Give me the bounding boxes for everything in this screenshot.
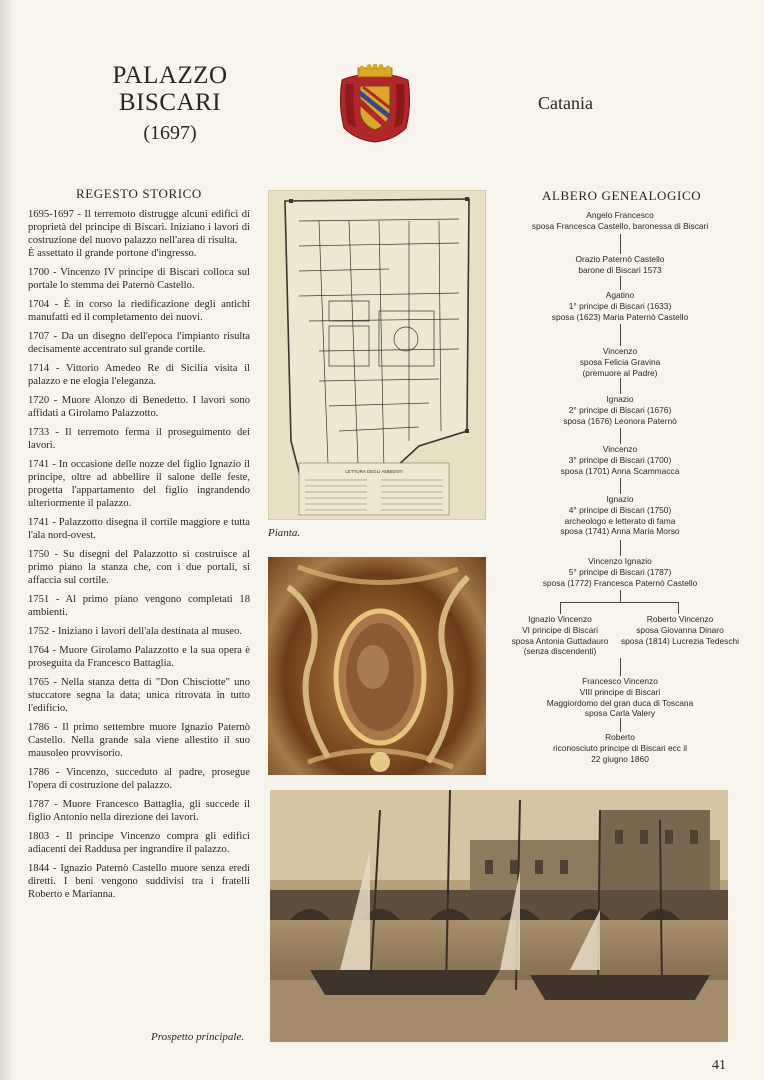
regesto-heading: REGESTO STORICO (76, 186, 202, 201)
genealogy-line: sposa Francesca Castello, baronessa di Biscari (531, 220, 709, 231)
regesto-entry (28, 426, 250, 452)
genealogy-line: 4° principe di Biscari (1750) (568, 504, 672, 515)
regesto-entry (28, 394, 250, 420)
entry-year: 1765 (28, 677, 50, 688)
genealogy-node (618, 614, 742, 646)
tree-connector (678, 602, 679, 614)
genealogy-line: Agatino (605, 290, 635, 300)
tree-connector (620, 590, 621, 602)
entry-text: - Il principe Vincenzo compra gli edifici adiacenti dei Raddusa per ingrandire il palazzo. (28, 831, 250, 855)
page-number: 41 (712, 1058, 726, 1073)
genealogy-line: Vincenzo (602, 444, 638, 454)
genealogy-node (510, 556, 730, 588)
regesto-entry (28, 862, 250, 901)
plan-caption: Pianta. (268, 527, 301, 539)
genealogy-line: Ignazio Vincenzo (528, 614, 592, 624)
harbor-photo-image (270, 790, 728, 1042)
entry-year: 1695-1697 (28, 209, 74, 220)
genealogy-line: Angelo Francesco (586, 210, 654, 220)
tree-connector (620, 478, 621, 494)
entry-text: - Al primo piano vengono completati 18 ambienti. (28, 594, 250, 618)
genealogy-line: sposa (1623) Maria Paternò Castello (551, 311, 689, 322)
city-label: Catania (538, 93, 593, 113)
genealogy-line: sposa Giovanna Dinaro (636, 624, 724, 635)
genealogy-line: Roberto (605, 732, 635, 742)
entry-text: - Vincenzo IV principe di Biscari colloca sul portale lo stemma dei Paternò Castello. (28, 267, 250, 291)
entry-year: 1700 (28, 267, 50, 278)
regesto-entry (28, 798, 250, 824)
entry-year: 1752 (28, 626, 50, 637)
entry-text: - Il terremoto ferma il proseguimento dei lavori. (28, 427, 250, 451)
tree-connector (620, 324, 621, 346)
entry-text: - Il terremoto distrugge alcuni edifici di proprietà del principe di Biscari. Iniziano i lavori di costruzione del nuovo palazzo nell'area di risulta. (28, 209, 250, 246)
entry-text: - Nella stanza detta di "Don Chisciotte" uno stuccatore segna la data; unica ritrovata in tutto l'edificio. (28, 677, 250, 714)
genealogy-line: sposa Felicia Gravina (579, 356, 661, 367)
genealogy-line: 2° principe di Biscari (1676) (568, 404, 672, 415)
regesto-entry (28, 766, 250, 792)
genealogy-line: Ignazio (606, 494, 634, 504)
entry-year: 1733 (28, 427, 50, 438)
entry-year: 1803 (28, 831, 50, 842)
genealogy-line: Maggiordomo del gran duca di Toscana (546, 697, 694, 708)
entry-text: - Vincenzo, succeduto al padre, prosegue l'opera di costruzione del palazzo. (28, 767, 250, 791)
genealogy-line: 3° principe di Biscari (1700) (568, 454, 672, 465)
entry-year: 1844 (28, 863, 50, 874)
genealogy-line: archeologo e letterato di fama (564, 515, 676, 526)
entry-year: 1741 (28, 517, 50, 528)
entry-text: - Vittorio Amedeo Re di Sicilia visita il palazzo e ne elogia l'eleganza. (28, 363, 250, 387)
genealogy-line: sposa Carla Valery (584, 708, 656, 719)
genealogy-line: 5° principe di Biscari (1787) (568, 566, 672, 577)
regesto-entry (28, 625, 250, 638)
entry-text: - Palazzotto disegna il cortile maggiore e tutta l'ala nord-ovest. (28, 517, 250, 541)
genealogy-line: (senza discendenti) (523, 646, 597, 657)
entry-year: 1714 (28, 363, 50, 374)
tree-connector (560, 602, 678, 603)
genealogy-line: sposa Antonia Guttadauro (511, 635, 609, 646)
regesto-entry (28, 362, 250, 388)
genealogy-line: Roberto Vincenzo (646, 614, 714, 624)
regesto-entry (28, 644, 250, 670)
entry-year: 1786 (28, 722, 50, 733)
regesto-entry (28, 676, 250, 715)
regesto-entry (28, 830, 250, 856)
regesto-entry (28, 548, 250, 587)
entry-year: 1787 (28, 799, 50, 810)
genealogy-node (520, 210, 720, 232)
genealogy-line: Orazio Paternò Castello (575, 254, 665, 264)
regesto-entry (28, 593, 250, 619)
plan-legend-title: LETTURA DEGLI AMBIENTI (345, 469, 403, 474)
tree-connector (620, 428, 621, 444)
regesto-entry (28, 208, 250, 260)
genealogy-line: sposa (1701) Anna Scammacca (560, 465, 680, 476)
entry-text: - Il primo settembre muore Ignazio Paternò Castello. Nella grande sala viene allestito il suo mausoleo provvisorio. (28, 722, 250, 759)
entry-text: - È in corso la riedificazione degli antichi manufatti ed il completamento dei nuovi. (28, 299, 250, 323)
tree-connector (620, 658, 621, 676)
entry-year: 1750 (28, 549, 50, 560)
regesto-entry (28, 516, 250, 542)
genealogy-line: VI principe di Biscari (522, 624, 598, 635)
entry-text: - Ignazio Paternò Castello muore senza eredi diretti. I beni vengono suddivisi tra i fratelli Roberto e Marianna. (28, 863, 250, 900)
entry-year: 1704 (28, 299, 50, 310)
title-palazzo: PALAZZO (112, 62, 228, 89)
genealogy-line: VIII principe di Biscari (579, 686, 661, 697)
genealogy-node (540, 346, 700, 378)
photo-caption: Prospetto principale. (151, 1031, 245, 1043)
title-year: (1697) (143, 122, 197, 144)
tree-connector (620, 718, 621, 732)
entry-text: - Muore Girolamo Palazzotto e la sua opera è proseguita da Francesco Battaglia. (28, 645, 250, 669)
genealogy-line: (premuore al Padre) (582, 367, 658, 378)
genealogy-node (530, 444, 710, 476)
title-biscari: BISCARI (118, 89, 222, 116)
genealogy-line: sposa (1741) Anna Maria Morso (560, 526, 680, 537)
floor-plan-image (268, 190, 486, 520)
tree-connector (560, 602, 561, 614)
genealogy-node (498, 614, 622, 657)
tree-connector (620, 234, 621, 254)
genealogy-node (530, 394, 710, 426)
genealogy-line: 1° principe di Biscari (1633) (568, 300, 672, 311)
genealogy-node (540, 254, 700, 276)
entry-text: - Da un disegno dell'epoca l'impianto risulta decisamente accentrato sul grande cortile. (28, 331, 250, 355)
genealogy-node (520, 732, 720, 764)
genealogy-node (510, 676, 730, 719)
genealogy-line: sposa (1676) Leonora Paternò (563, 415, 677, 426)
regesto-entry (28, 298, 250, 324)
entry-year: 1786 (28, 767, 50, 778)
family-tree (500, 210, 740, 770)
entry-year: 1764 (28, 645, 50, 656)
entry-text: - Iniziano i lavori dell'ala destinata al museo. (49, 626, 243, 637)
page-title-block (110, 62, 230, 148)
genealogy-line: sposa (1814) Lucrezia Tedeschi (620, 635, 740, 646)
genealogy-node (520, 494, 720, 537)
genealogy-line: sposa (1772) Francesca Paternò Castello (542, 577, 698, 588)
entry-text: - Su disegni del Palazzotto si costruisce al primo piano la stanza che, con i due portali, si affaccia sul cortile. (28, 549, 250, 586)
entry-year: 1741 (28, 459, 50, 470)
entry-text: - Muore Alonzo di Benedetto. I lavori sono affidati a Girolamo Palazzotto. (28, 395, 250, 419)
regesto-list (28, 208, 250, 907)
entry-year: 1707 (28, 331, 50, 342)
ceiling-fresco-image (268, 557, 486, 775)
genealogy-line: barone di Biscari 1573 (578, 264, 662, 275)
genealogy-line: 22 giugno 1860 (591, 753, 649, 764)
page-gutter-shadow (0, 0, 14, 1080)
entry-text: - In occasione delle nozze del figlio Ignazio il principe, oltre ad abbellire il salone delle feste, progetta l'appartamento del figlio ingrandendo ulteriormente il palazzo. (28, 459, 250, 509)
tree-connector (620, 378, 621, 394)
tree-connector (620, 276, 621, 290)
regesto-entry (28, 266, 250, 292)
regesto-entry (28, 458, 250, 510)
coat-of-arms-icon (336, 64, 414, 144)
entry-text: - Muore Francesco Battaglia, gli succede il figlio Antonio nella direzione dei lavori. (28, 799, 250, 823)
genealogy-node (520, 290, 720, 322)
regesto-entry (28, 330, 250, 356)
entry-text-continued: È assettato il grande portone d'ingresso. (28, 248, 197, 259)
genealogy-line: Vincenzo Ignazio (588, 556, 652, 566)
genealogy-line: riconosciuto principe di Biscari ecc il (552, 742, 688, 753)
genealogy-line: Vincenzo (602, 346, 638, 356)
tree-connector (620, 540, 621, 556)
entry-year: 1720 (28, 395, 50, 406)
regesto-entry (28, 721, 250, 760)
entry-year: 1751 (28, 594, 50, 605)
genealogy-line: Francesco Vincenzo (582, 676, 658, 686)
genealogy-line: Ignazio (606, 394, 634, 404)
genealogy-heading: ALBERO GENEALOGICO (542, 188, 702, 203)
